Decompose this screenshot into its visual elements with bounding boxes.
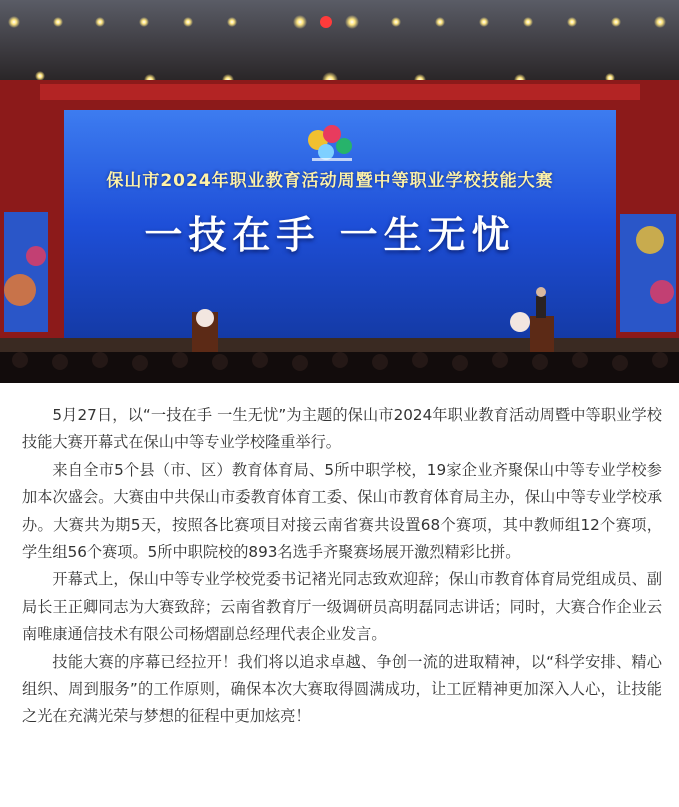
left-side-screen — [4, 212, 48, 332]
stage-scene — [0, 0, 679, 383]
screen-slogan: 一技在手 一生无忧 — [144, 213, 516, 257]
article-paragraph: 技能大赛的序幕已经拉开！我们将以追求卓越、争创一流的进取精神，以“科学安排、精心组织、周到服务”的工作原则，确保本次大赛取得圆满成功，让工匠精神更加深入人心，让技能之光在充满光荣与梦想的征程中更加炫亮！ — [22, 652, 662, 726]
ceiling — [0, 0, 679, 80]
article-paragraph: 开幕式上，保山中等专业学校党委书记褚光同志致欢迎辞；保山市教育体育局党组成员、副局长王正卿同志为大赛致辞；云南省教育厅一级调研员高明磊同志讲话；同时，大赛合作企业云南唯康通信技术有限公司杨熠副总经理代表企业发言。 — [22, 570, 662, 644]
article-paragraph: 来自全市5个县（市、区）教育体育局、5所中职学校，19家企业齐聚保山中等专业学校参加本次盛会。大赛由中共保山市委教育体育工委、保山市教育体育局主办，保山中等专业学校承办。大赛共为期5天，按照各比赛项目对接云南省赛共设置68个赛项，其中教师组12个赛项，学生组56个赛项。5所中职院校的893名选手齐聚赛场展开激烈精彩比拼。 — [22, 460, 662, 562]
article-body — [22, 402, 662, 731]
screen-title: 保山市2024年职业教育活动周暨中等职业学校技能大赛 — [106, 171, 554, 191]
right-podium — [530, 316, 554, 356]
article-paragraph: 5月27日，以“一技在手 一生无忧”为主题的保山市2024年职业教育活动周暨中等职业学校技能大赛开幕式在保山中等专业学校隆重举行。 — [22, 406, 662, 452]
event-photo — [0, 0, 679, 383]
